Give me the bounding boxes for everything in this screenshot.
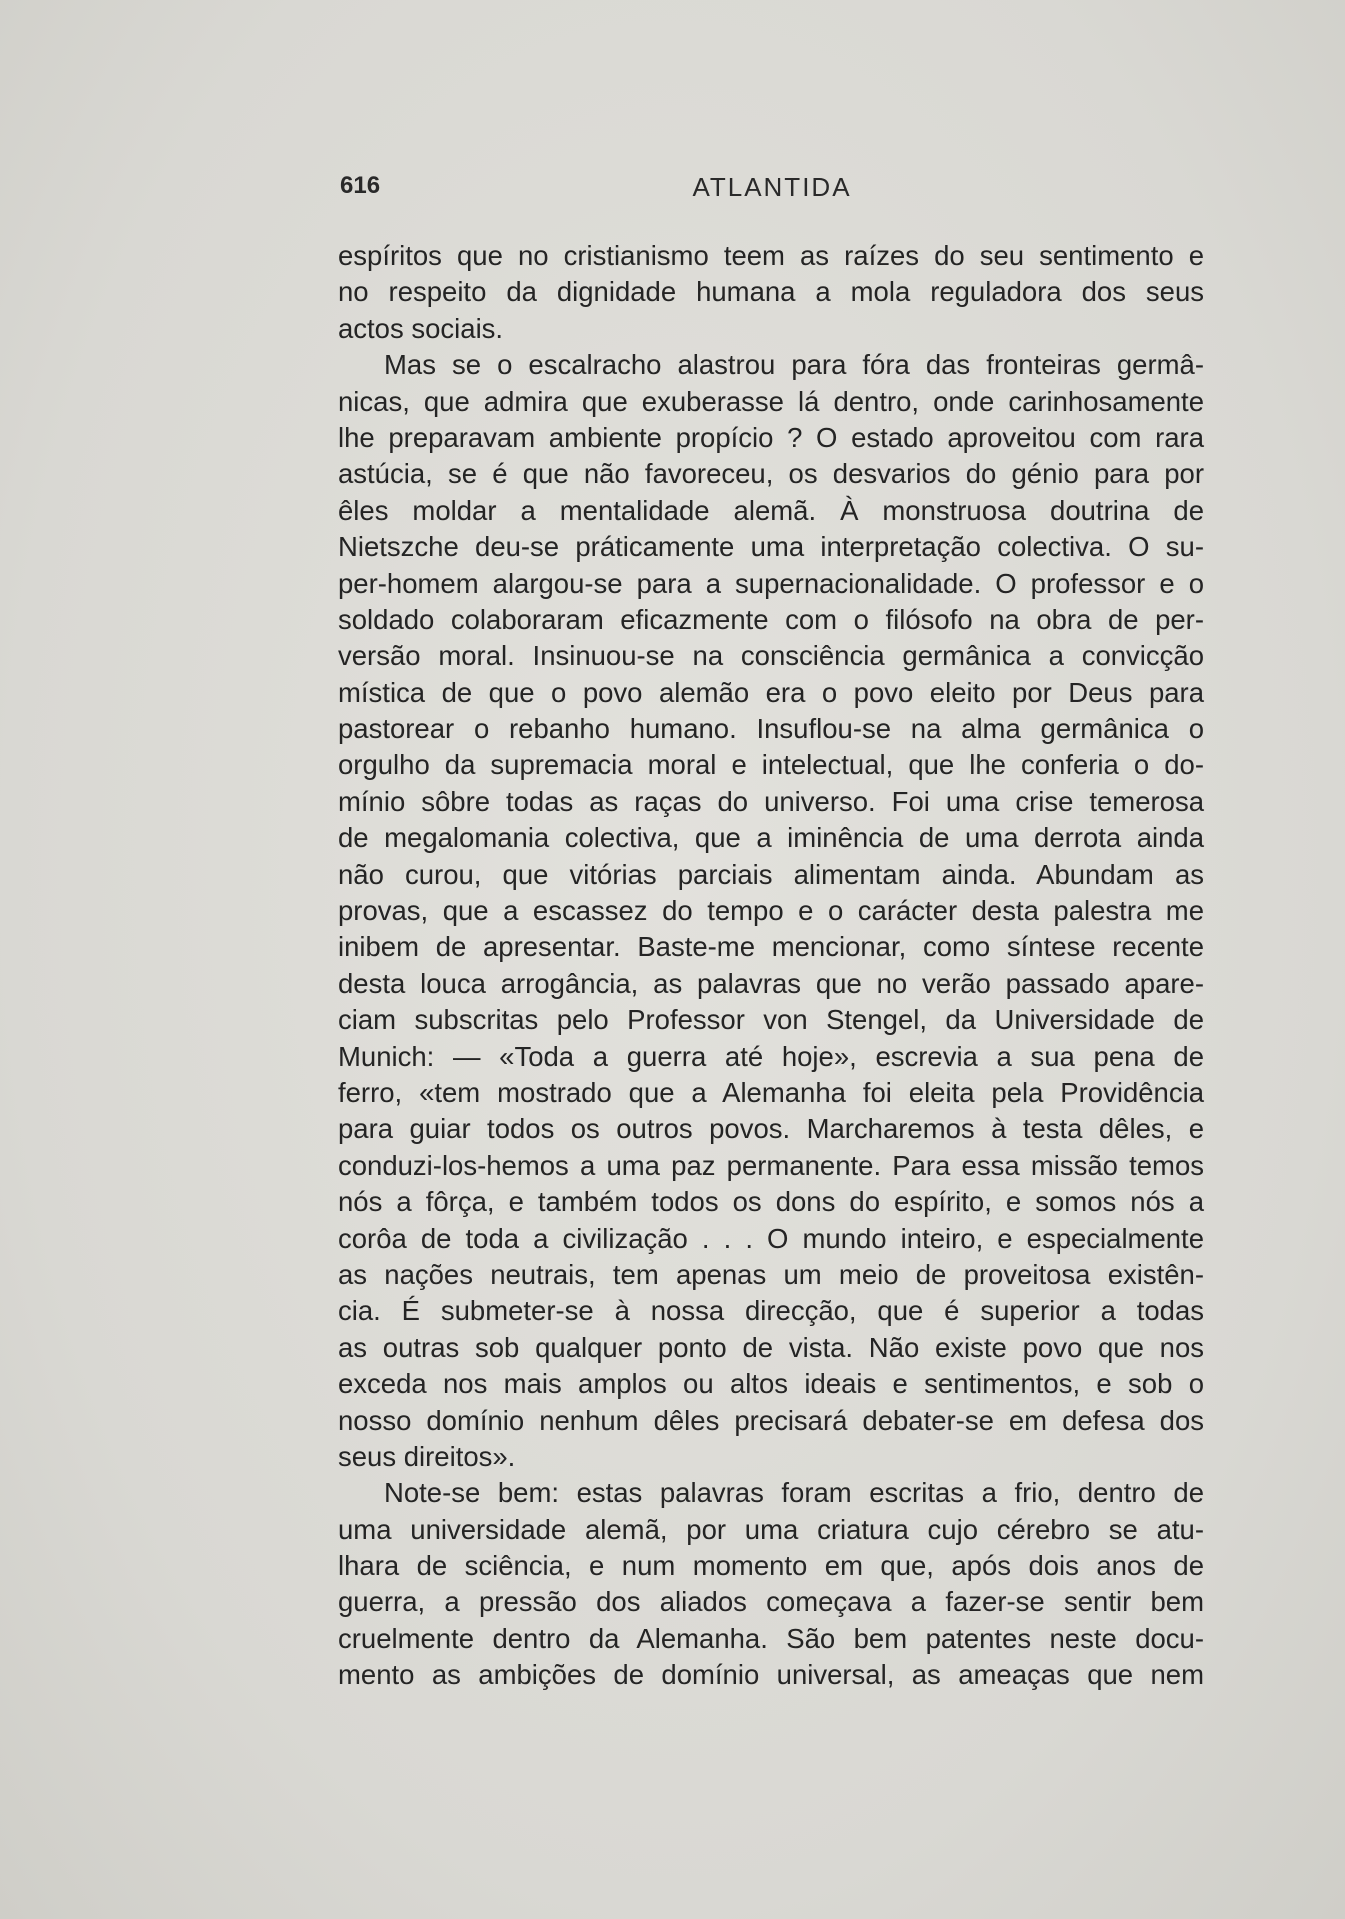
text-line: as nações neutrais, tem apenas um meio de proveitosa existên- [338, 1258, 1204, 1290]
text-line: nosso domínio nenhum dêles precisará debater-se em defesa dos [338, 1404, 1204, 1436]
text-line: mínio sôbre todas as raças do universo. Foi uma crise temerosa [338, 785, 1204, 817]
text-line: corôa de toda a civilização . . . O mundo inteiro, e especialmente [338, 1222, 1204, 1254]
text-line: êles moldar a mentalidade alemã. À monstruosa doutrina de [338, 494, 1204, 526]
text-line: mento as ambições de domínio universal, as ameaças que nem [338, 1659, 1204, 1691]
text-line: no respeito da dignidade humana a mola reguladora dos seus [338, 276, 1204, 308]
text-line: de megalomania colectiva, que a iminência de uma derrota ainda [338, 822, 1204, 854]
text-line: ciam subscritas pelo Professor von Stengel, da Universidade de [338, 1004, 1204, 1036]
text-line: não curou, que vitórias parciais alimentam ainda. Abundam as [338, 858, 1204, 890]
text-line: mística de que o povo alemão era o povo eleito por Deus para [338, 676, 1204, 708]
text-line: pastorear o rebanho humano. Insuflou-se na alma germânica o [338, 713, 1204, 745]
text-line: orgulho da supremacia moral e intelectual, que lhe conferia o do- [338, 749, 1204, 781]
text-line: lhe preparavam ambiente propício ? O estado aproveitou com rara [338, 421, 1204, 453]
text-line: nicas, que admira que exuberasse lá dentro, onde carinhosamente [338, 385, 1204, 417]
text-line: Munich: — «Toda a guerra até hoje», escrevia a sua pena de [338, 1040, 1204, 1072]
text-line: actos sociais. [338, 312, 504, 344]
page-header [340, 172, 1204, 212]
page-number: 616 [340, 172, 381, 199]
text-line: para guiar todos os outros povos. Marcharemos à testa dêles, e [338, 1113, 1204, 1145]
text-line: cruelmente dentro da Alemanha. São bem patentes neste docu- [338, 1622, 1204, 1654]
text-line: desta louca arrogância, as palavras que no verão passado apare- [338, 967, 1204, 999]
text-line: provas, que a escassez do tempo e o carácter desta palestra me [338, 895, 1204, 927]
body-text [338, 238, 1204, 1694]
text-line: espíritos que no cristianismo teem as raízes do seu sentimento e [338, 240, 1204, 271]
text-line: versão moral. Insinuou-se na consciência germânica a convicção [338, 640, 1204, 672]
text-line: astúcia, se é que não favoreceu, os desvarios do génio para por [338, 458, 1204, 490]
text-line: uma universidade alemã, por uma criatura cujo cérebro se atu- [338, 1513, 1204, 1545]
text-line: cia. É submeter-se à nossa direcção, que é superior a todas [338, 1295, 1204, 1327]
text-line: guerra, a pressão dos aliados começava a fazer-se sentir bem [338, 1586, 1204, 1618]
text-line: Mas se o escalracho alastrou para fóra das fronteiras germâ- [384, 349, 1204, 381]
running-title: ATLANTIDA [692, 172, 852, 202]
text-line: nós a fôrça, e também todos os dons do espírito, e somos nós a [338, 1186, 1204, 1218]
text-line: conduzi-los-hemos a uma paz permanente. Para essa missão temos [338, 1149, 1204, 1181]
text-line: ferro, «tem mostrado que a Alemanha foi eleita pela Providência [338, 1076, 1204, 1108]
text-line: as outras sob qualquer ponto de vista. Não existe povo que nos [338, 1331, 1204, 1363]
text-line: inibem de apresentar. Baste-me mencionar, como síntese recente [338, 931, 1204, 963]
text-line: exceda nos mais amplos ou altos ideais e sentimentos, e sob o [338, 1368, 1204, 1400]
text-line: Note-se bem: estas palavras foram escritas a frio, dentro de [384, 1477, 1204, 1509]
text-line: per-homem alargou-se para a supernacionalidade. O professor e o [338, 567, 1204, 599]
text-line: seus direitos». [338, 1440, 516, 1472]
text-line: lhara de sciência, e num momento em que, após dois anos de [338, 1550, 1204, 1582]
text-line: Nietszche deu-se práticamente uma interpretação colectiva. O su- [338, 531, 1204, 563]
text-line: soldado colaboraram eficazmente com o filósofo na obra de per- [338, 603, 1204, 635]
